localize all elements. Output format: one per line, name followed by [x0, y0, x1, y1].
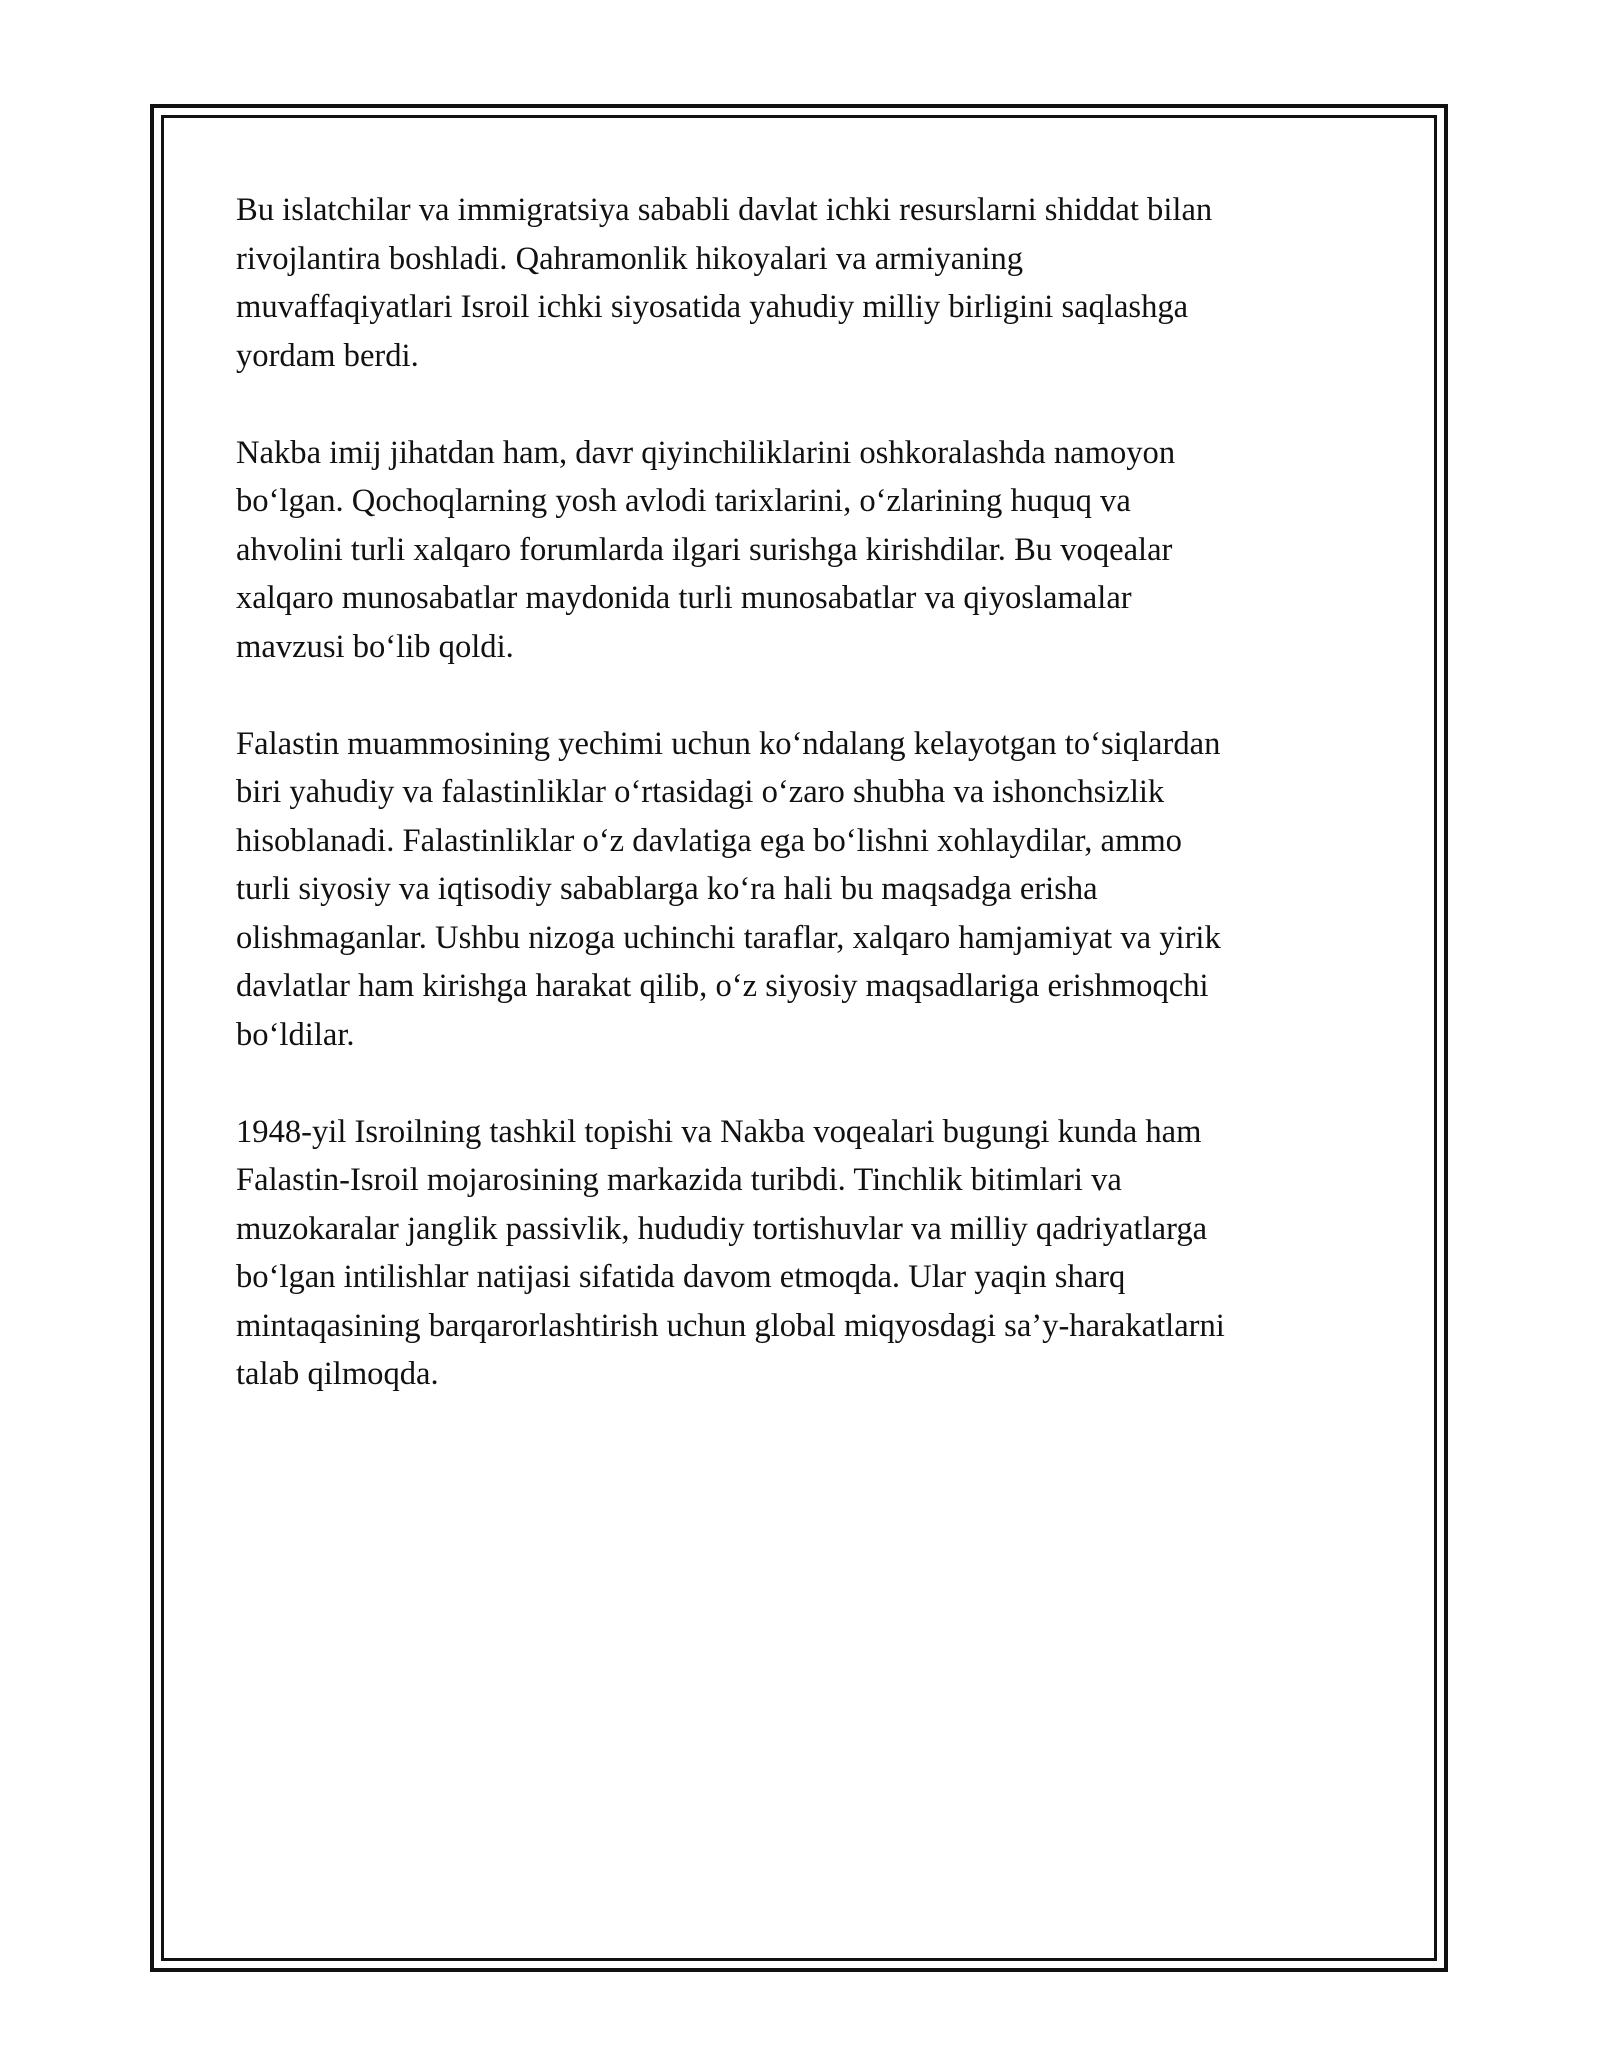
paragraph-line: Falastin-Isroil mojarosining markazida turibdi. Tinchlik bitimlari va: [236, 1162, 1122, 1198]
paragraph-line: olishmaganlar. Ushbu nizoga uchinchi taraflar, xalqaro hamjamiyat va yirik: [236, 919, 1221, 956]
paragraph-1: [236, 186, 1366, 380]
paragraph-line: bo‘lgan. Qochoqlarning yosh avlodi tarixlarini, o‘zlarining huquq va: [236, 483, 1131, 519]
paragraph-line: mintaqasining barqarorlashtirish uchun global miqyosdagi sa’y-harakatlarni: [236, 1307, 1225, 1344]
paragraph-line: muvaffaqiyatlari Isroil ichki siyosatida yahudiy milliy birligini saqlashga: [236, 289, 1189, 325]
paragraph-line: xalqaro munosabatlar maydonida turli munosabatlar va qiyoslamalar: [236, 580, 1132, 616]
paragraph-line: ahvolini turli xalqaro forumlarda ilgari surishga kirishdilar. Bu voqealar: [236, 531, 1173, 568]
document-body: [236, 186, 1366, 1447]
paragraph-line: hisoblanadi. Falastinliklar o‘z davlatiga ega bo‘lishni xohlaydilar, ammo: [236, 822, 1182, 859]
paragraph-3: [236, 720, 1366, 1060]
paragraph-line: biri yahudiy va falastinliklar o‘rtasidagi o‘zaro shubha va ishonchsizlik: [236, 774, 1165, 810]
paragraph-line: rivojlantira boshladi. Qahramonlik hikoyalari va armiyaning: [236, 240, 1024, 277]
paragraph-line: turli siyosiy va iqtisodiy sabablarga ko‘ra hali bu maqsadga erisha: [236, 871, 1098, 907]
paragraph-line: davlatlar ham kirishga harakat qilib, o‘z siyosiy maqsadlariga erishmoqchi: [236, 968, 1209, 1004]
paragraph-4: [236, 1108, 1366, 1399]
paragraph-line: 1948-yil Isroilning tashkil topishi va Nakba voqealari bugungi kunda ham: [236, 1113, 1202, 1150]
paragraph-line: Falastin muammosining yechimi uchun ko‘ndalang kelayotgan to‘siqlardan: [236, 725, 1221, 762]
paragraph-line: mavzusi bo‘lib qoldi.: [236, 628, 514, 665]
paragraph-line: muzokaralar janglik passivlik, hududiy tortishuvlar va milliy qadriyatlarga: [236, 1210, 1208, 1247]
paragraph-2: [236, 429, 1366, 672]
paragraph-line: bo‘lgan intilishlar natijasi sifatida davom etmoqda. Ular yaqin sharq: [236, 1259, 1126, 1295]
paragraph-line: bo‘ldilar.: [236, 1016, 355, 1053]
paragraph-line: talab qilmoqda.: [236, 1356, 439, 1392]
paragraph-line: Bu islatchilar va immigratsiya sababli davlat ichki resurslarni shiddat bilan: [236, 192, 1213, 228]
paragraph-line: yordam berdi.: [236, 337, 419, 374]
paragraph-line: Nakba imij jihatdan ham, davr qiyinchiliklarini oshkoralashda namoyon: [236, 434, 1176, 471]
